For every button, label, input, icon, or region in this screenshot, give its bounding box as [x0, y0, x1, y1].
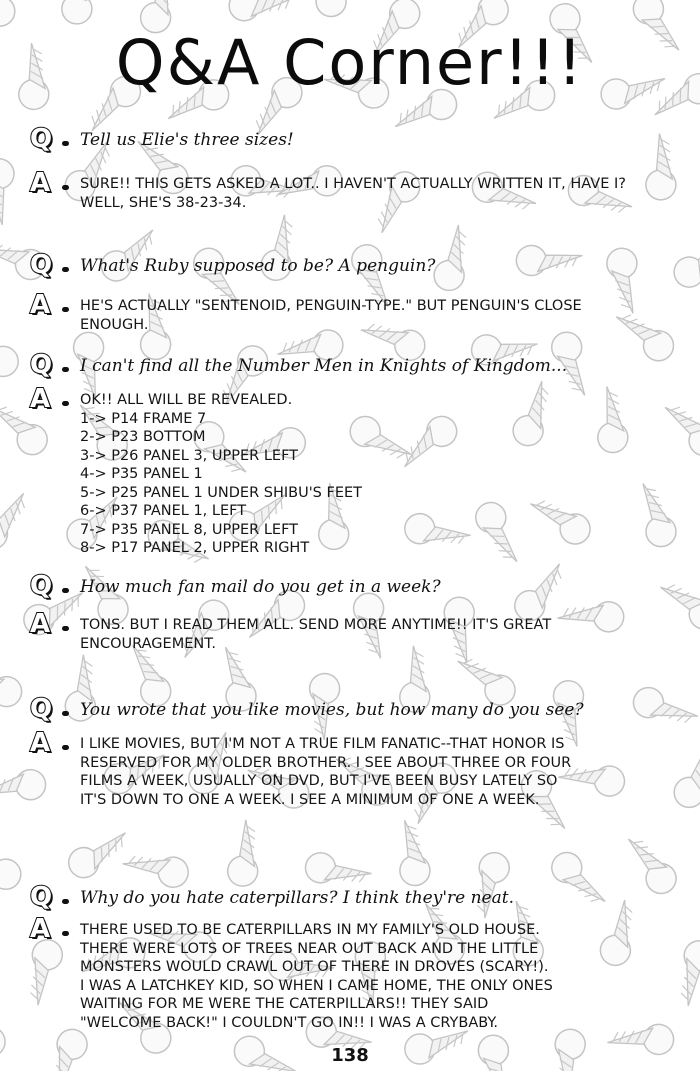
answer-text: OK!! ALL WILL BE REVEALED. — [80, 392, 293, 408]
question-marker-icon: Q — [30, 254, 80, 280]
background-motif — [65, 833, 134, 881]
background-motif — [0, 155, 21, 225]
qa-item-4 — [30, 571, 670, 653]
list-item: 7-> P35 PANEL 8, UPPER LEFT — [80, 521, 299, 538]
background-motif — [395, 820, 437, 887]
answer-marker-icon: A — [30, 388, 80, 414]
answer-row — [30, 609, 670, 653]
answer-text: TONS. BUT I READ THEM ALL. SEND MORE ANYTIME!! IT'S GREAT ENCOURAGEMENT. — [80, 617, 552, 652]
answer-text: SURE!! THIS GETS ASKED A LOT.. I HAVEN'T ACTUALLY WRITTEN IT, HAVE I? WELL, SHE'S 38-23-34. — [80, 176, 626, 211]
qa-item-3 — [30, 350, 670, 558]
question-text: You wrote that you like movies, but how many do you see? — [80, 700, 584, 720]
answer-row — [30, 290, 670, 334]
background-motif — [312, 0, 346, 17]
question-text: Why do you hate caterpillars? I think they're neat. — [80, 888, 514, 908]
list-item: 8-> P17 PANEL 2, UPPER RIGHT — [80, 540, 310, 556]
background-motif — [220, 820, 276, 891]
question-text: How much fan mail do you get in a week? — [80, 577, 441, 597]
background-motif — [58, 0, 93, 24]
answer-marker-icon: A — [30, 613, 80, 639]
question-row — [30, 350, 670, 380]
question-text: What's Ruby supposed to be? A penguin? — [80, 256, 436, 276]
list-item: 2-> P23 BOTTOM — [80, 429, 206, 445]
question-marker-icon: Q — [30, 575, 80, 601]
question-row — [30, 571, 670, 601]
page-number: 138 — [331, 1045, 369, 1066]
list-item: 3-> P26 PANEL 3, UPPER LEFT — [80, 447, 299, 464]
qa-item-1 — [30, 124, 670, 212]
answer-row — [30, 384, 670, 558]
answer-row — [30, 914, 670, 1032]
background-motif — [669, 239, 700, 291]
question-row — [30, 694, 670, 724]
answer-row — [30, 168, 670, 212]
background-motif — [0, 653, 27, 715]
qa-item-5 — [30, 694, 670, 809]
background-motif — [665, 391, 700, 462]
question-marker-icon: Q — [30, 698, 80, 724]
answer-marker-icon: A — [30, 918, 80, 944]
question-row — [30, 250, 670, 280]
question-marker-icon: Q — [30, 886, 80, 912]
answer-marker-icon: A — [30, 294, 80, 320]
answer-row — [30, 728, 670, 809]
question-text: I can't find all the Number Men in Knights of Kingdom... — [80, 356, 568, 376]
qa-item-6 — [30, 882, 670, 1032]
page-title: Q&A Corner!!! — [115, 26, 585, 99]
background-motif — [666, 745, 700, 814]
answer-marker-icon: A — [30, 732, 80, 758]
question-text: Tell us Elie's three sizes! — [80, 130, 294, 150]
answer-marker-icon: A — [30, 172, 80, 198]
answer-text: HE'S ACTUALLY "SENTENOID, PENGUIN-TYPE." BUT PENGUIN'S CLOSE ENOUGH. — [80, 298, 582, 333]
list-item: 6-> P37 PANEL 1, LEFT — [80, 503, 247, 519]
answer-text: THERE USED TO BE CATERPILLARS IN MY FAMILY'S OLD HOUSE. THERE WERE LOTS OF TREES NEAR OUT BACK AND THE LITTLE MONSTERS WOULD CRAWL OUT OF THERE IN DROVES (SCARY!). I WAS A LATCHKEY KID, SO WHEN I CAME HOME, THE ONLY ONES WAITING FOR ME WERE THE CATERPILLARS!! THEY SAID "WELCOME BACK!" I COULDN'T GO IN!! I WAS A CRYBABY. — [80, 922, 553, 1031]
background-motif — [0, 852, 23, 894]
number-men-list — [80, 410, 670, 558]
question-row — [30, 882, 670, 912]
question-row — [30, 124, 670, 154]
background-motif — [0, 344, 21, 385]
qa-item-2 — [30, 250, 670, 334]
question-marker-icon: Q — [30, 128, 80, 154]
list-item: 5-> P25 PANEL 1 UNDER SHIBU'S FEET — [80, 484, 363, 501]
list-item: 1-> P14 FRAME 7 — [80, 410, 207, 427]
answer-text: I LIKE MOVIES, BUT I'M NOT A TRUE FILM FANATIC--THAT HONOR IS RESERVED FOR MY OLDER BROTHER. I SEE ABOUT THREE OR FOUR FILMS A WEEK, USUALLY ON DVD, BUT I'VE BEEN BUSY LATELY SO IT'S DOWN TO ONE A WEEK. I SEE A MINIMUM OF ONE A WEEK. — [80, 736, 572, 808]
question-marker-icon: Q — [30, 354, 80, 380]
list-item: 4-> P35 PANEL 1 — [80, 466, 203, 482]
